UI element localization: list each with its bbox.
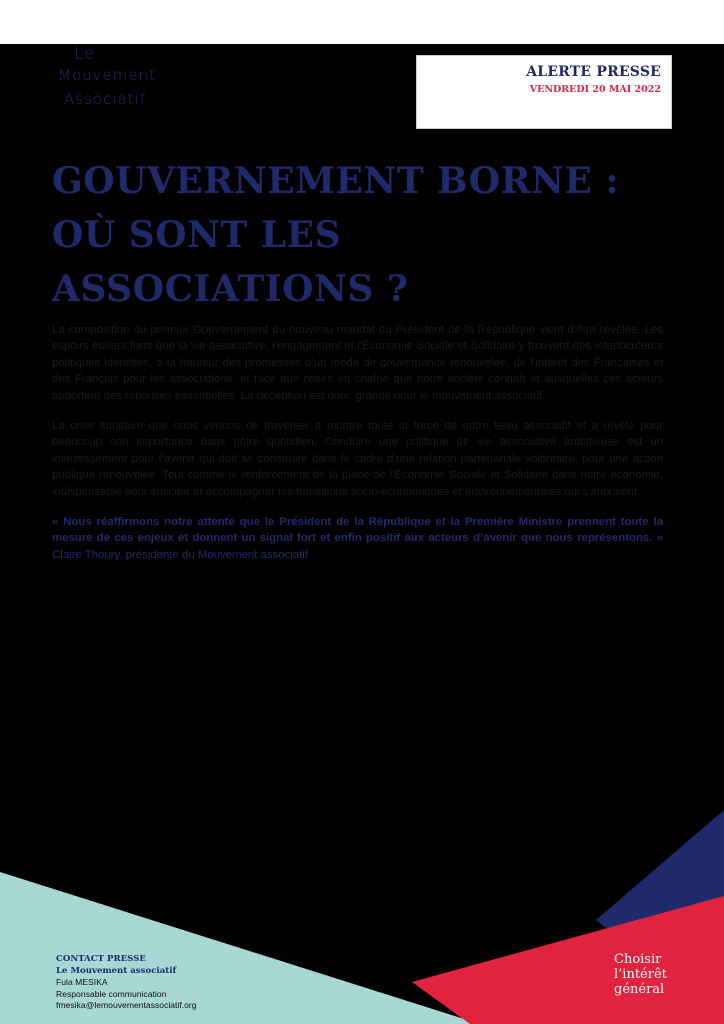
- slogan-line-2: l’intérêt: [614, 967, 667, 982]
- slogan: [614, 952, 667, 997]
- contact-org: Le Mouvement associatif: [56, 965, 177, 976]
- quote-text: « Nous réaffirmons notre attente que le Président de la République et la Première Ministre prennent toute la mesure de ces enjeux et donnent un signal fort et enfin positif aux acteurs d’avenir que nous représentons. »: [52, 516, 663, 545]
- paragraph-1: La composition du premier Gouvernement du nouveau mandat du Président de la République vient d’être révélée. Les espoirs étaient forts que la vie associative, l’engagement et l’Économie Sociale et Solidaire y trouvent des interlocuteurs politiques identifiés, à la hauteur des promesses d’un mode de gouvernance renouvelée, de l’intérêt des Françaises et des Français pour les associations, et face aux crises en chaîne que notre société connaît et auxquelles ces acteurs apportent des réponses essentielles. La déception est donc grande pour le mouvement associatif.: [52, 324, 663, 402]
- contact-name: Fula MESIKA: [56, 977, 108, 987]
- logo-line-associatif: Associatif: [64, 90, 147, 108]
- contact-email[interactable]: fmesika@lemouvementassociatif.org: [56, 1000, 197, 1010]
- slogan-line-1: Choisir: [614, 952, 662, 967]
- headline-line-2: OÙ SONT LES: [52, 214, 342, 256]
- headline-line-3: ASSOCIATIONS ?: [52, 268, 409, 310]
- contact-title: CONTACT PRESSE: [56, 954, 146, 964]
- quote-author: Claire Thoury, présidente du Mouvement associatif: [52, 548, 308, 561]
- logo-line-le: Le: [74, 44, 96, 64]
- alert-title: ALERTE PRESSE: [526, 64, 661, 80]
- press-contact: [56, 954, 197, 1012]
- contact-role: Responsable communication: [56, 988, 167, 999]
- logo-line-mouvement: Mouvement: [58, 66, 156, 84]
- headline-line-1: GOUVERNEMENT BORNE :: [52, 160, 620, 202]
- red-shape: [412, 896, 724, 1024]
- paragraph-2: La crise sanitaire que nous venons de traverser a montré toute la force de notre tissu associatif et a révélé pour beaucoup son importance dans notre quotidien. Conduire une politique de vie associative ambitieuse est un investissement pour l’avenir qui doit se construire dans le cadre d’une relation partenariale volontaire, pour une action publique renouvelée. Tout comme le renforcement de la place de l’Économie Sociale et Solidaire dans notre économie, indispensable pour susciter et accompagner les transitions socio-économiques et environnementales qui s’imposent.: [52, 420, 663, 498]
- slogan-line-3: général: [614, 982, 665, 997]
- alert-date: VENDREDI 20 MAI 2022: [529, 84, 661, 95]
